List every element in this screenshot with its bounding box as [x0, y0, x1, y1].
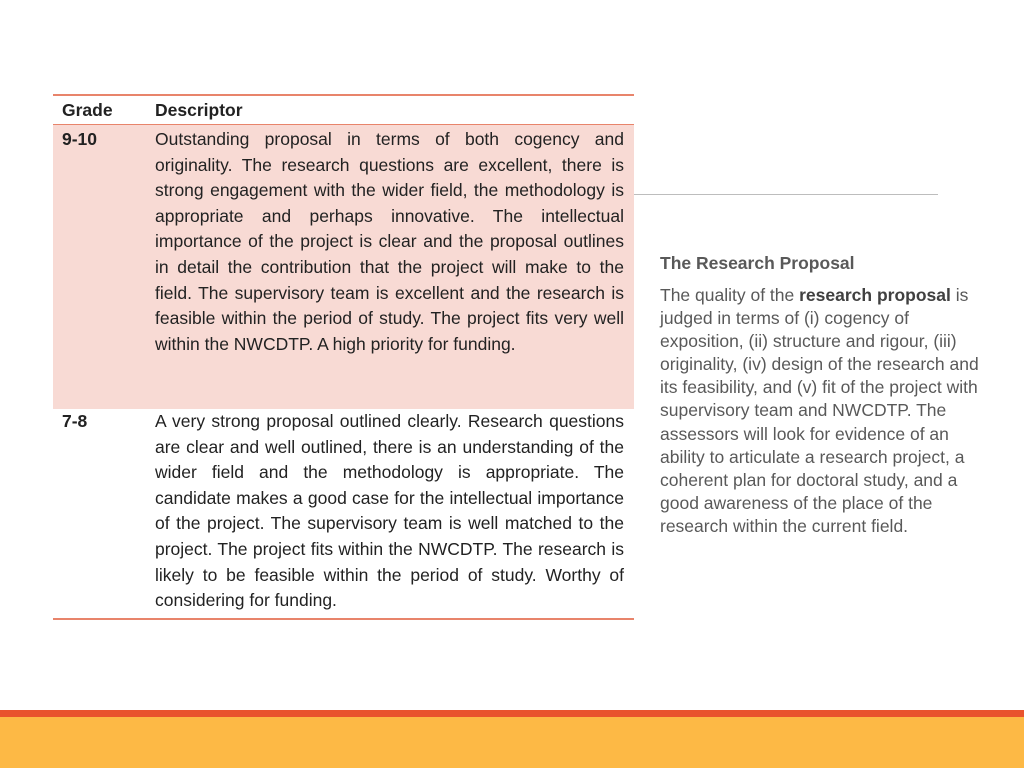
panel-body-prefix: The quality of the [660, 285, 800, 305]
header-grade: Grade [62, 99, 113, 120]
descriptor-text: Outstanding proposal in terms of both cogency and originality. The research questions are excellent, there is strong engagement with the wider field, the methodology is appropriate and perhaps innovative. The intellectual importance of the project is clear and the proposal outlines in detail the contribution that the project will make to the field. The supervisory team is excellent and the research is feasible within the period of study. The project fits very well within the NWCDTP. A high priority for funding. [155, 129, 624, 354]
table-row-grade-7-8 [53, 409, 634, 618]
table-row-grade-9-10 [53, 125, 634, 409]
descriptor-text: A very strong proposal outlined clearly. Research questions are clear and well outlined, there is an understanding of the wider field and the methodology is appropriate. The candidate makes a good case for the intellectual importance of the project. The supervisory team is well matched to the project. The project fits within the NWCDTP. The research is likely to be feasible within the period of study. Worthy of considering for funding. [155, 411, 624, 611]
grade-value: 9-10 [62, 129, 98, 149]
research-proposal-panel [660, 252, 980, 538]
header-descriptor: Descriptor [155, 99, 243, 120]
table-header-row [53, 96, 634, 125]
footer-stripe-amber [0, 717, 1024, 768]
panel-body [660, 284, 980, 538]
grade-descriptor-table [53, 94, 634, 620]
panel-body-emphasis: research proposal [799, 285, 951, 305]
panel-title: The Research Proposal [660, 253, 855, 273]
panel-body-suffix: is judged in terms of (i) cogency of exposition, (ii) structure and rigour, (iii) originality, (iv) design of the research and its feasibility, and (v) fit of the project with supervisory team and NWCDTP. The assessors will look for evidence of an ability to articulate a research project, a coherent plan for doctoral study, and a good awareness of the place of the research within the current field. [660, 285, 979, 536]
grade-value: 7-8 [62, 411, 88, 431]
footer-stripe-red [0, 710, 1024, 717]
